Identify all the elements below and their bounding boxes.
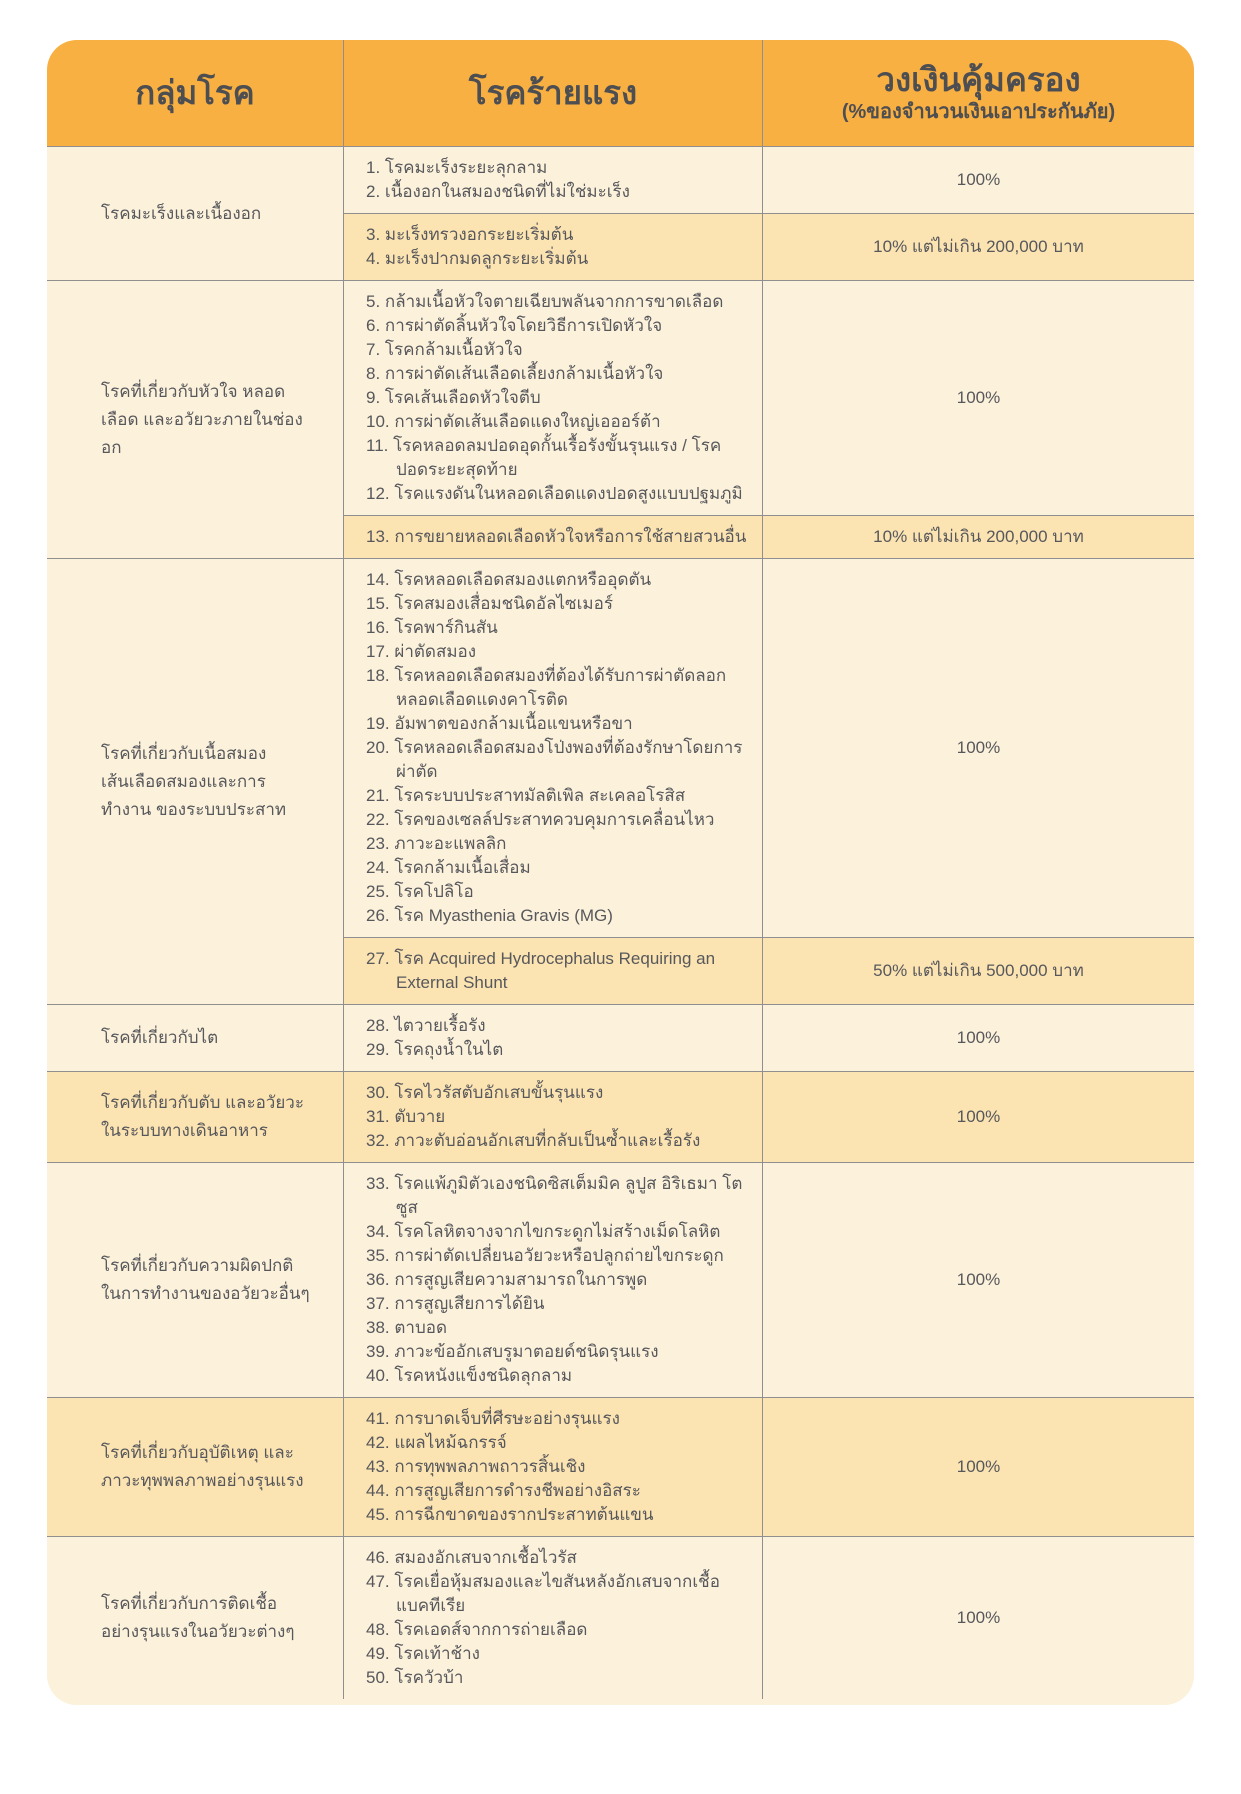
disease-list bbox=[343, 1005, 762, 1071]
disease-list bbox=[343, 938, 762, 1004]
group-name: โรคที่เกี่ยวกับเนื้อสมอง เส้นเลือดสมองและการทำงาน ของระบบประสาท bbox=[101, 743, 287, 819]
table-row bbox=[343, 515, 1194, 558]
disease-item: 48. โรคเอดส์จากการถ่ายเลือด bbox=[366, 1620, 588, 1639]
header-critical-illness-label: โรคร้ายแรง bbox=[468, 74, 638, 111]
disease-item: 31. ตับวาย bbox=[366, 1107, 446, 1126]
group-row-cancer bbox=[47, 146, 1194, 280]
disease-item: 15. โรคสมองเสื่อมชนิดอัลไซเมอร์ bbox=[366, 594, 613, 613]
coverage-value: 100% bbox=[956, 1107, 1001, 1126]
disease-item: 13. การขยายหลอดเลือดหัวใจหรือการใช้สายสวนอื่น bbox=[366, 527, 747, 546]
group-row-infection bbox=[47, 1536, 1194, 1705]
header-disease-group-label: กลุ่มโรค bbox=[135, 74, 255, 111]
disease-item: 21. โรคระบบประสาทมัลติเพิล สะเคลอโรสิส bbox=[366, 786, 686, 805]
coverage-value: 50% แต่ไม่เกิน 500,000 บาท bbox=[873, 961, 1084, 980]
disease-list bbox=[343, 147, 762, 213]
group-name-cell bbox=[47, 559, 343, 1004]
disease-item: 3. มะเร็งทรวงอกระยะเริ่มต้น bbox=[366, 225, 574, 244]
coverage-cell bbox=[762, 516, 1194, 558]
coverage-cell bbox=[762, 1398, 1194, 1536]
disease-list bbox=[343, 1398, 762, 1536]
disease-item: 11. โรคหลอดลมปอดอุดกั้นเรื้อรังขั้นรุนแรง / โรคปอดระยะสุดท้าย bbox=[366, 436, 722, 479]
group-name-cell bbox=[47, 1537, 343, 1699]
disease-list bbox=[343, 516, 762, 558]
disease-item: 26. โรค Myasthenia Gravis (MG) bbox=[366, 906, 613, 925]
disease-item: 1. โรคมะเร็งระยะลุกลาม bbox=[366, 158, 548, 177]
coverage-cell bbox=[762, 559, 1194, 937]
table-row bbox=[343, 147, 1194, 213]
disease-list bbox=[343, 214, 762, 280]
disease-item: 38. ตาบอด bbox=[366, 1318, 447, 1337]
coverage-value: 100% bbox=[956, 388, 1001, 407]
disease-item: 30. โรคไวรัสตับอักเสบขั้นรุนแรง bbox=[366, 1083, 604, 1102]
coverage-cell bbox=[762, 281, 1194, 515]
disease-list bbox=[343, 1537, 762, 1699]
group-name-cell bbox=[47, 1072, 343, 1162]
coverage-value: 100% bbox=[956, 1608, 1001, 1627]
disease-item: 36. การสูญเสียความสามารถในการพูด bbox=[366, 1270, 648, 1289]
table-row bbox=[343, 1537, 1194, 1699]
disease-list bbox=[343, 1072, 762, 1162]
table-row bbox=[343, 281, 1194, 515]
disease-item: 19. อัมพาตของกล้ามเนื้อแขนหรือขา bbox=[366, 714, 633, 733]
disease-item: 14. โรคหลอดเลือดสมองแตกหรืออุดตัน bbox=[366, 570, 652, 589]
disease-item: 5. กล้ามเนื้อหัวใจตายเฉียบพลันจากการขาดเลือด bbox=[366, 292, 724, 311]
table-row bbox=[343, 937, 1194, 1004]
group-name-cell bbox=[47, 1005, 343, 1071]
coverage-cell bbox=[762, 147, 1194, 213]
header-coverage-title: วงเงินคุ้มครอง bbox=[876, 61, 1081, 98]
disease-item: 17. ผ่าตัดสมอง bbox=[366, 642, 477, 661]
disease-item: 44. การสูญเสียการดำรงชีพอย่างอิสระ bbox=[366, 1481, 641, 1500]
coverage-value: 10% แต่ไม่เกิน 200,000 บาท bbox=[873, 237, 1084, 256]
group-row-heart bbox=[47, 280, 1194, 558]
disease-item: 41. การบาดเจ็บที่ศีรษะอย่างรุนแรง bbox=[366, 1409, 620, 1428]
table-row bbox=[343, 1163, 1194, 1397]
disease-item: 39. ภาวะข้ออักเสบรูมาตอยด์ชนิดรุนแรง bbox=[366, 1342, 659, 1361]
disease-item: 34. โรคโลหิตจางจากไขกระดูกไม่สร้างเม็ดโลหิต bbox=[366, 1222, 721, 1241]
critical-illness-table bbox=[47, 40, 1194, 1705]
disease-item: 7. โรคกล้ามเนื้อหัวใจ bbox=[366, 340, 523, 359]
group-row-liver bbox=[47, 1071, 1194, 1162]
disease-item: 47. โรคเยื่อหุ้มสมองและไขสันหลังอักเสบจากเชื้อแบคทีเรีย bbox=[366, 1572, 720, 1615]
table-row bbox=[343, 213, 1194, 280]
group-name-cell bbox=[47, 281, 343, 558]
disease-item: 16. โรคพาร์กินสัน bbox=[366, 618, 498, 637]
coverage-value: 100% bbox=[956, 170, 1001, 189]
coverage-value: 100% bbox=[956, 1457, 1001, 1476]
disease-list bbox=[343, 1163, 762, 1397]
disease-item: 2. เนื้องอกในสมองชนิดที่ไม่ใช่มะเร็ง bbox=[366, 182, 630, 201]
disease-list bbox=[343, 559, 762, 937]
header-disease-group bbox=[47, 40, 343, 146]
disease-item: 33. โรคแพ้ภูมิตัวเองชนิดซิสเต็มมิค ลูปูส อิริเธมา โตซูส bbox=[366, 1174, 743, 1217]
coverage-cell bbox=[762, 214, 1194, 280]
coverage-value: 100% bbox=[956, 1028, 1001, 1047]
disease-item: 22. โรคของเซลล์ประสาทควบคุมการเคลื่อนไหว bbox=[366, 810, 715, 829]
group-name-cell bbox=[47, 147, 343, 280]
disease-item: 35. การผ่าตัดเปลี่ยนอวัยวะหรือปลูกถ่ายไขกระดูก bbox=[366, 1246, 724, 1265]
header-coverage-subtitle: (%ของจำนวนเงินเอาประกันภัย) bbox=[841, 101, 1116, 123]
group-name: โรคมะเร็งและเนื้องอก bbox=[101, 203, 262, 223]
table-row bbox=[343, 1398, 1194, 1536]
disease-item: 50. โรควัวบ้า bbox=[366, 1668, 464, 1687]
group-name-cell bbox=[47, 1398, 343, 1536]
table-row bbox=[343, 559, 1194, 937]
disease-item: 43. การทุพพลภาพถาวรสิ้นเชิง bbox=[366, 1457, 586, 1476]
disease-item: 42. แผลไหม้ฉกรรจ์ bbox=[366, 1433, 507, 1452]
table-row bbox=[343, 1005, 1194, 1071]
disease-item: 24. โรคกล้ามเนื้อเสื่อม bbox=[366, 858, 531, 877]
group-row-accident bbox=[47, 1397, 1194, 1536]
disease-list bbox=[343, 281, 762, 515]
coverage-value: 10% แต่ไม่เกิน 200,000 บาท bbox=[873, 527, 1084, 546]
coverage-cell bbox=[762, 1163, 1194, 1397]
coverage-cell bbox=[762, 1537, 1194, 1699]
disease-item: 27. โรค Acquired Hydrocephalus Requiring an External Shunt bbox=[366, 949, 716, 992]
coverage-cell bbox=[762, 1072, 1194, 1162]
table-row bbox=[343, 1072, 1194, 1162]
group-row-other-organs bbox=[47, 1162, 1194, 1397]
disease-item: 20. โรคหลอดเลือดสมองโป่งพองที่ต้องรักษาโดยการผ่าตัด bbox=[366, 738, 743, 781]
disease-item: 37. การสูญเสียการได้ยิน bbox=[366, 1294, 545, 1313]
disease-item: 29. โรคถุงน้ำในไต bbox=[366, 1040, 504, 1059]
coverage-value: 100% bbox=[956, 1270, 1001, 1289]
group-name: โรคที่เกี่ยวกับอุบัติเหตุ และ ภาวะทุพพลภาพอย่างรุนแรง bbox=[101, 1443, 304, 1490]
disease-item: 49. โรคเท้าช้าง bbox=[366, 1644, 480, 1663]
disease-item: 12. โรคแรงดันในหลอดเลือดแดงปอดสูงแบบปฐมภูมิ bbox=[366, 484, 743, 503]
table-header-row bbox=[47, 40, 1194, 146]
disease-item: 28. ไตวายเรื้อรัง bbox=[366, 1016, 486, 1035]
coverage-cell bbox=[762, 938, 1194, 1004]
page bbox=[0, 40, 1241, 1794]
header-coverage bbox=[762, 40, 1194, 146]
disease-item: 46. สมองอักเสบจากเชื้อไวรัส bbox=[366, 1548, 577, 1567]
coverage-value: 100% bbox=[956, 738, 1001, 757]
disease-item: 23. ภาวะอะแพลลิก bbox=[366, 834, 507, 853]
coverage-cell bbox=[762, 1005, 1194, 1071]
group-name: โรคที่เกี่ยวกับตับ และอวัยวะ ในระบบทางเดินอาหาร bbox=[101, 1093, 304, 1140]
group-row-kidney bbox=[47, 1004, 1194, 1071]
group-name-cell bbox=[47, 1163, 343, 1397]
group-name: โรคที่เกี่ยวกับการติดเชื้อ อย่างรุนแรงในอวัยวะต่างๆ bbox=[101, 1594, 295, 1641]
disease-item: 25. โรคโปลิโอ bbox=[366, 882, 474, 901]
header-critical-illness bbox=[343, 40, 762, 146]
disease-item: 32. ภาวะตับอ่อนอักเสบที่กลับเป็นซ้ำและเรื้อรัง bbox=[366, 1131, 701, 1150]
disease-item: 9. โรคเส้นเลือดหัวใจตีบ bbox=[366, 388, 541, 407]
disease-item: 4. มะเร็งปากมดลูกระยะเริ่มต้น bbox=[366, 249, 589, 268]
disease-item: 10. การผ่าตัดเส้นเลือดแดงใหญ่เอออร์ต้า bbox=[366, 412, 661, 431]
disease-item: 45. การฉีกขาดของรากประสาทต้นแขน bbox=[366, 1505, 654, 1524]
disease-item: 8. การผ่าตัดเส้นเลือดเลี้ยงกล้ามเนื้อหัวใจ bbox=[366, 364, 664, 383]
group-name: โรคที่เกี่ยวกับหัวใจ หลอดเลือด และอวัยวะภายในช่องอก bbox=[101, 381, 303, 457]
group-name: โรคที่เกี่ยวกับความผิดปกติ ในการทำงานของอวัยวะอื่นๆ bbox=[101, 1256, 310, 1303]
disease-item: 40. โรคหนังแข็งชนิดลุกลาม bbox=[366, 1366, 573, 1385]
group-row-brain bbox=[47, 558, 1194, 1004]
disease-item: 18. โรคหลอดเลือดสมองที่ต้องได้รับการผ่าตัดลอก หลอดเลือดแดงคาโรติด bbox=[366, 666, 727, 709]
disease-item: 6. การผ่าตัดลิ้นหัวใจโดยวิธีการเปิดหัวใจ bbox=[366, 316, 663, 335]
group-name: โรคที่เกี่ยวกับไต bbox=[101, 1028, 219, 1047]
